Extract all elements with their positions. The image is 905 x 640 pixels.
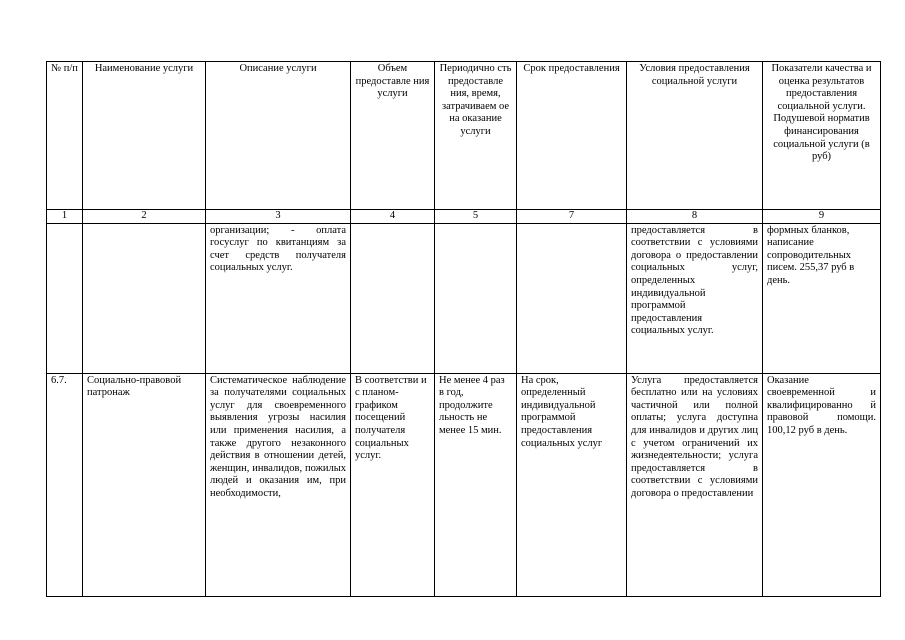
cell-description: Систематическое наблюдение за получателями социальных услуг для своевременного выявления угрозы насилия или применения насилия, а также другого незаконного действия в отношении детей, женщин, инвалидов, пожилых людей и оказания им, при необходимости, xyxy=(206,373,351,596)
header-conditions: Условия предоставления социальной услуги xyxy=(627,62,763,210)
column-number: 1 xyxy=(47,210,83,224)
header-number: № п/п xyxy=(47,62,83,210)
cell-name: Социально-правовой патронаж xyxy=(83,373,206,596)
column-number: 9 xyxy=(763,210,881,224)
cell-volume: В соответстви и с планом-графиком посещений получателя социальных услуг. xyxy=(351,373,435,596)
header-term: Срок предоставления xyxy=(517,62,627,210)
column-number: 5 xyxy=(435,210,517,224)
cell-number xyxy=(47,223,83,373)
table-row-continuation xyxy=(47,223,881,373)
column-number-row xyxy=(47,210,881,224)
column-number: 4 xyxy=(351,210,435,224)
header-service-name: Наименование услуги xyxy=(83,62,206,210)
cell-name xyxy=(83,223,206,373)
cell-term: На срок, определенный индивидуальной программой предоставления социальных услуг xyxy=(517,373,627,596)
cell-conditions: предоставляется в соответствии с условиями договора о предоставлении социальных услуг, определенных индивидуальной программой предоставления социальных услуг. xyxy=(627,223,763,373)
cell-quality: Оказание своевременной и квалифицированно й правовой помощи. 100,12 руб в день. xyxy=(763,373,881,596)
table-row-6-7 xyxy=(47,373,881,596)
cell-quality: формных бланков, написание сопроводительных писем. 255,37 руб в день. xyxy=(763,223,881,373)
column-number: 2 xyxy=(83,210,206,224)
header-service-volume: Объем предоставле ния услуги xyxy=(351,62,435,210)
cell-volume xyxy=(351,223,435,373)
cell-periodicity: Не менее 4 раз в год, продолжите льность не менее 15 мин. xyxy=(435,373,517,596)
header-row xyxy=(47,62,881,210)
header-quality-indicators: Показатели качества и оценка результатов предоставления социальной услуги. Подушевой норматив финансирования социальной услуги (в руб) xyxy=(763,62,881,210)
cell-conditions: Услуга предоставляется бесплатно или на условиях частичной или полной оплаты; услуга доступна для инвалидов и других лиц с учетом ограничений их жизнедеятельности; услуга предоставляется в соответствии с условиями договора о предоставлении xyxy=(627,373,763,596)
column-number: 3 xyxy=(206,210,351,224)
column-number: 7 xyxy=(517,210,627,224)
cell-term xyxy=(517,223,627,373)
column-number: 8 xyxy=(627,210,763,224)
cell-periodicity xyxy=(435,223,517,373)
header-service-description: Описание услуги xyxy=(206,62,351,210)
cell-number: 6.7. xyxy=(47,373,83,596)
header-periodicity: Периодично сть предоставле ния, время, затрачиваем ое на оказание услуги xyxy=(435,62,517,210)
services-table xyxy=(46,61,881,597)
cell-description: организации; - оплата госуслуг по квитанциям за счет средств получателя социальных услуг. xyxy=(206,223,351,373)
